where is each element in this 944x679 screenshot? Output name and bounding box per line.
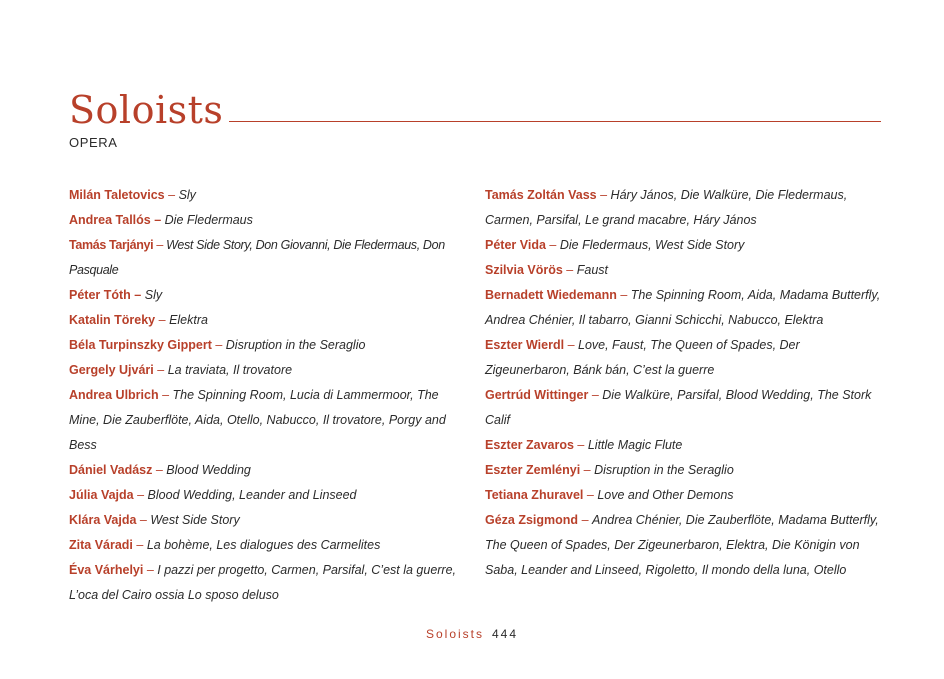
- soloist-entry: [69, 333, 464, 358]
- title-row: [69, 88, 881, 132]
- soloist-works: Blood Wedding, Leander and Linseed: [147, 488, 357, 502]
- separator-dash: –: [620, 288, 628, 302]
- separator-dash: –: [591, 388, 599, 402]
- soloist-name: Eszter Zavaros: [485, 438, 574, 452]
- soloist-name: Gertrúd Wittinger: [485, 388, 589, 402]
- soloist-works: Blood Wedding: [166, 463, 251, 477]
- soloist-name: Péter Tóth –: [69, 288, 142, 302]
- soloist-name: Andrea Ulbrich: [69, 388, 159, 402]
- soloist-entry: [69, 208, 464, 233]
- separator-dash: –: [155, 463, 163, 477]
- separator-dash: –: [600, 188, 608, 202]
- separator-dash: –: [581, 513, 589, 527]
- soloist-name: Dániel Vadász: [69, 463, 153, 477]
- soloist-name: Tamás Zoltán Vass: [485, 188, 597, 202]
- soloist-name: Géza Zsigmond: [485, 513, 579, 527]
- soloist-entry: [69, 283, 464, 308]
- soloist-entry: [485, 333, 885, 383]
- soloist-name: Zita Váradi: [69, 538, 133, 552]
- soloist-entry: [485, 283, 885, 333]
- soloist-name: Péter Vida: [485, 238, 546, 252]
- soloist-works: Elektra: [169, 313, 208, 327]
- separator-dash: –: [567, 338, 575, 352]
- soloist-entry: [485, 483, 885, 508]
- soloist-name: Klára Vajda: [69, 513, 137, 527]
- soloist-entry: [485, 433, 885, 458]
- section-subtitle: OPERA: [69, 135, 118, 150]
- soloist-entry: [69, 558, 464, 608]
- soloist-name: Szilvia Vörös: [485, 263, 563, 277]
- soloist-works: Love and Other Demons: [597, 488, 734, 502]
- soloist-entry: [69, 533, 464, 558]
- title-rule: [229, 121, 881, 122]
- separator-dash: –: [136, 538, 144, 552]
- soloist-works: The Spinning Room, Aida, Madama Butterfly, Andrea Chénier, Il tabarro, Gianni Schicchi, Nabucco, Elektra: [485, 288, 881, 327]
- soloist-entry: [69, 458, 464, 483]
- separator-dash: –: [157, 363, 165, 377]
- soloist-name: Milán Taletovics: [69, 188, 165, 202]
- soloist-works: Faust: [576, 263, 608, 277]
- soloist-entry: [485, 258, 885, 283]
- soloist-name: Eszter Zemlényi: [485, 463, 581, 477]
- soloist-entry: [485, 233, 885, 258]
- soloist-works: West Side Story: [150, 513, 240, 527]
- soloist-entry: [69, 233, 464, 283]
- soloist-works: Die Fledermaus, West Side Story: [559, 238, 745, 252]
- soloist-entry: [485, 383, 885, 433]
- soloist-name: Tetiana Zhuravel: [485, 488, 584, 502]
- soloist-works: Háry János, Die Walküre, Die Fledermaus, Carmen, Parsifal, Le grand macabre, Háry János: [485, 188, 848, 227]
- right-column: [485, 183, 885, 583]
- soloist-entry: [69, 183, 464, 208]
- soloist-works: Disruption in the Seraglio: [594, 463, 734, 477]
- soloist-works: Love, Faust, The Queen of Spades, Der Zigeunerbaron, Bánk bán, C’est la guerre: [485, 338, 800, 377]
- separator-dash: –: [583, 463, 591, 477]
- soloist-works: Little Magic Flute: [587, 438, 683, 452]
- soloist-entry: [69, 308, 464, 333]
- soloist-name: Bernadett Wiedemann: [485, 288, 617, 302]
- soloist-entry: [485, 183, 885, 233]
- soloist-works: Disruption in the Seraglio: [225, 338, 366, 352]
- separator-dash: –: [158, 313, 166, 327]
- soloist-name: Tamás Tarjányi: [69, 238, 154, 252]
- soloist-works: Andrea Chénier, Die Zauberflöte, Madama Butterfly, The Queen of Spades, Der Zigeunerbaron, Elektra, Die Königin von Saba, Leander and Linseed, Rigoletto, Il mondo della luna, Otello: [485, 513, 879, 577]
- soloist-entry: [485, 508, 885, 583]
- page-header: [69, 88, 881, 150]
- soloist-works: Sly: [178, 188, 196, 202]
- separator-dash: –: [156, 238, 163, 252]
- soloist-entry: [69, 358, 464, 383]
- soloist-works: La bohème, Les dialogues des Carmelites: [146, 538, 381, 552]
- separator-dash: –: [146, 563, 154, 577]
- soloist-entry: [69, 508, 464, 533]
- soloist-name: Éva Várhelyi: [69, 563, 144, 577]
- left-column: [69, 183, 464, 608]
- soloist-name: Katalin Töreky: [69, 313, 156, 327]
- soloist-name: Eszter Wierdl: [485, 338, 565, 352]
- soloist-works: West Side Story, Don Giovanni, Die Fledermaus, Don Pasquale: [69, 238, 445, 277]
- separator-dash: –: [137, 488, 145, 502]
- footer-section-label: Soloists: [425, 627, 484, 641]
- separator-dash: –: [586, 488, 594, 502]
- separator-dash: –: [215, 338, 223, 352]
- soloist-name: Júlia Vajda: [69, 488, 134, 502]
- soloist-works: I pazzi per progetto, Carmen, Parsifal, C’est la guerre, L’oca del Cairo ossia Lo sposo deluso: [69, 563, 457, 602]
- separator-dash: –: [566, 263, 574, 277]
- separator-dash: –: [162, 388, 170, 402]
- soloist-entry: [485, 458, 885, 483]
- soloist-entry: [69, 483, 464, 508]
- separator-dash: –: [168, 188, 176, 202]
- separator-dash: –: [549, 238, 557, 252]
- separator-dash: –: [577, 438, 585, 452]
- separator-dash: –: [139, 513, 147, 527]
- soloist-works: The Spinning Room, Lucia di Lammermoor, The Mine, Die Zauberflöte, Aida, Otello, Nabucco, Il trovatore, Porgy and Bess: [69, 388, 446, 452]
- soloist-works: Die Fledermaus: [164, 213, 253, 227]
- soloist-works: La traviata, Il trovatore: [167, 363, 293, 377]
- page-footer: [0, 627, 944, 641]
- page-title: Soloists: [69, 88, 224, 132]
- soloist-name: Béla Turpinszky Gippert: [69, 338, 212, 352]
- soloist-works: Sly: [144, 288, 163, 302]
- soloist-entry: [69, 383, 464, 458]
- page-number: 444: [492, 627, 519, 641]
- soloist-name: Andrea Tallós –: [69, 213, 162, 227]
- soloist-name: Gergely Ujvári: [69, 363, 154, 377]
- soloist-works: Die Walküre, Parsifal, Blood Wedding, The Stork Calif: [485, 388, 872, 427]
